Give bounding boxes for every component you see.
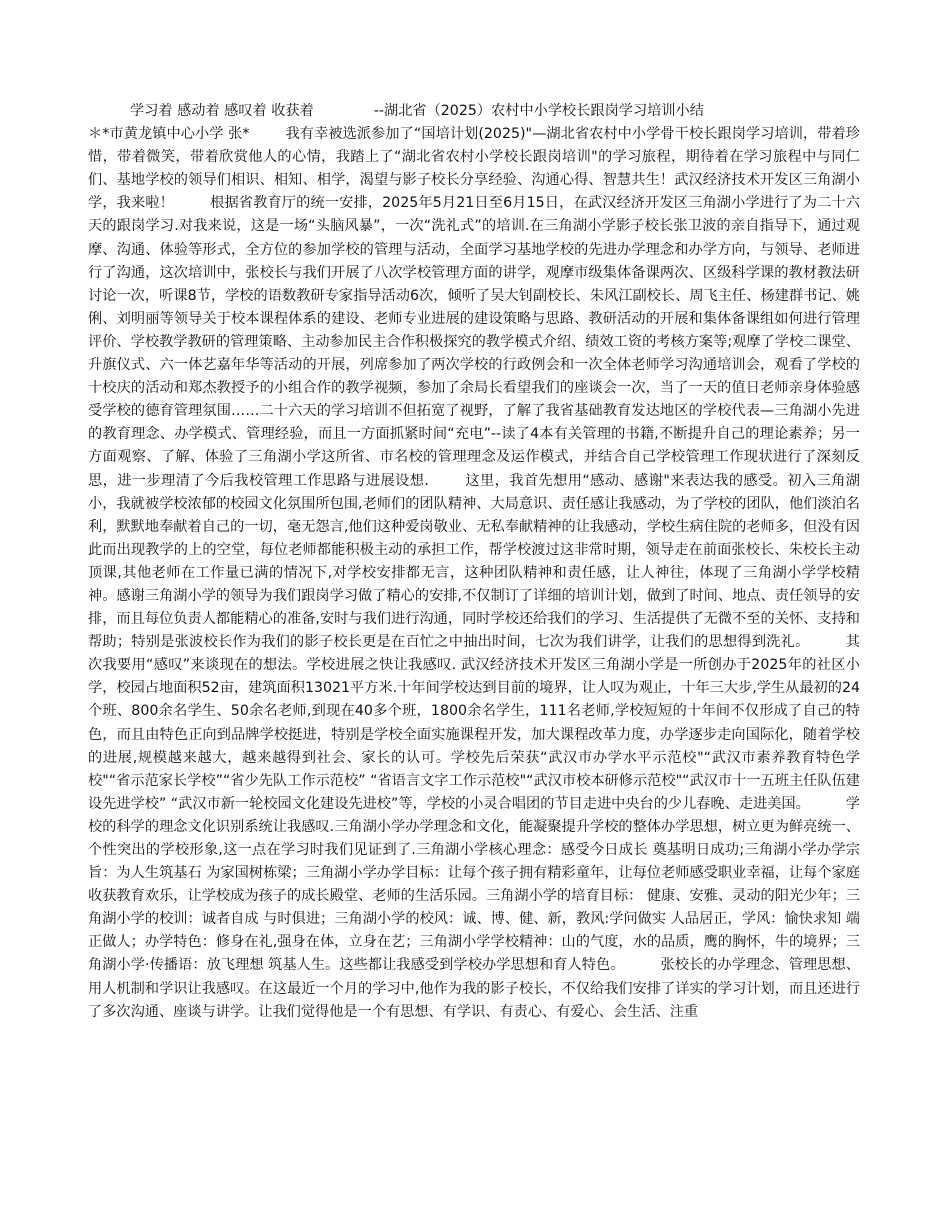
paragraph-1: 我有幸被选派参加了“国培计划(2025)"—湖北省农村中小学骨干校长跟岗学习培训，带着珍惜，带着微笑，带着欣赏他人的心情，我踏上了“湖北省农村小学校长跟岗培训"的学习旅程，期待着在学习旅程中与同仁们、基地学校的领导们相识、相知、相学，渴望与影子校长分享经验、沟通心得、智慧共生！武汉经济技术开发区三角湖小学，我来啦！ [88, 126, 860, 212]
document-title: 学习着 感动着 感叹着 收获着 [130, 103, 314, 119]
paragraph-3: 这里，我首先想用“感动、感谢"来表达我的感受。初入三角湖小，我就被学校浓郁的校园文化氛围所包围,老师们的团队精神、大局意识、责任感让我感动，为了学校的团队，他们淡泊名利，默默地奉献着自己的一切，毫无怨言,他们这种爱岗敬业、无私奉献精神的让我感动，学校生病住院的老师多，但没有因此而出现教学的上的空堂，每位老师都能积极主动的承担工作，帮学校渡过这非常时期，领导走在前面张校长、朱校长主动顶课,其他老师在工作量已满的情况下,对学校安排都无言，这种团队精神和责任感，让人神往，体现了三角湖小学学校精神。感谢三角湖小学的领导为我们跟岗学习做了精心的安排,不仅制订了详细的培训计划，做到了时间、地点、责任领导的安排，而且每位负责人都能精心的准备,安时与我们进行沟通，同时学校还给我们的学习、生活提供了无微不至的关怀、支持和帮助；特别是张波校长作为我们的影子校长更是在百忙之中抽出时间，七次为我们讲学，让我们的思想得到洗礼。 [88, 472, 860, 651]
document-body [88, 100, 860, 1024]
document-author: ＊*市黄龙镇中心小学 张* [88, 126, 250, 143]
paragraph-6: 张校长的办学理念、管理思想、用人机制和学识让我感叹。在这最近一个月的学习中,他作为我的影子校长，不仅给我们安排了详实的学习计划，而且还进行了多次沟通、座谈与讲学。让我们觉得他是一个有思想、有学识、有责心、有爱心、会生活、注重 [88, 957, 860, 1020]
paragraph-2: 根据省教育厅的统一安排，2025年5月21日至6月15日，在武汉经济开发区三角湖小学进行了为二十六天的跟岗学习.对我来说，这是一场“头脑风暴”，一次“洗礼式”的培训.在三角湖小学影子校长张卫波的亲自指导下，通过观摩、沟通、体验等形式，全方位的参加学校的管理与活动，全面学习基地学校的先进办学理念和办学方向，与领导、老师进行了沟通，这次培训中，张校长与我们开展了八次学校管理方面的讲学，观摩市级集体备课两次、区级科学课的教材教法研讨论一次，听课8节，学校的语数教研专家指导活动6次，倾听了吴大钊副校长、朱风江副校长、周飞主任、杨建群书记、姚俐、刘明丽等领导关于校本课程体系的建设、老师专业进展的建设策略与思路、教研活动的开展和集体备课组如何进行管理评价、学校教学教研的管理策略、主动参加民主合作积极探究的教学模式介绍、绩效工资的考核方案等;观摩了学校二课堂、升旗仪式、六一体艺嘉年华等活动的开展，列席参加了两次学校的行政例会和一次全体老师学习沟通培训会，观看了学校的十校庆的活动和郑杰教授予的小组合作的教学视频，参加了余局长看望我们的座谈会一次，当了一天的值日老师亲身体验感受学校的德育管理氛围……二十六天的学习培训不但拓宽了视野，了解了我省基础教育发达地区的学校代表—三角湖小先进的教育理念、办学模式、管理经验，而且一方面抓紧时间“充电”--读了4本有关管理的书籍,不断提升自己的理论素养；另一方面观察、了解、体验了三角湖小学这所省、市名校的管理理念及运作模式，并结合自己学校管理工作现状进行了深刻反思，进一步理清了今后我校管理工作思路与进展设想. [88, 195, 860, 489]
paragraph-4: 其次我要用“感叹”来谈现在的想法。学校进展之快让我感叹. 武汉经济技术开发区三角湖小学是一所创办于2025年的社区小学，校园占地面积52亩，建筑面积13021平方米.十年间学校达到目前的境界，让人叹为观止，十年三大步,学生从最初的24个班、800余名学生、50余名老师,到现在40多个班，1800余名学生，111名老师,学校短短的十年间不仅形成了自己的特色，而且由特色正向到品牌学校挺进，特别是学校全面实施课程开发，加大课程改革力度，办学逐步走向国际化，随着学校的进展,规模越来越大，越来越得到社会、家长的认可。学校先后荣获“武汉市办学水平示范校"“武汉市素养教育特色学校"“省示范家长学校”“省少先队工作示范校” “省语言文字工作示范校"“武汉市校本研修示范校"“武汉市十一五班主任队伍建设先进学校” “武汉市新一轮校园文化建设先进校”等，学校的小灵合唱团的节目走进中央台的少儿春晚、走进美国。 [88, 634, 860, 812]
document-subtitle: --湖北省（2025）农村中小学校长跟岗学习培训小结 [373, 103, 704, 119]
paragraph-5: 学校的科学的理念文化识别系统让我感叹.三角湖小学办学理念和文化，能凝聚提升学校的整体办学思想，树立更为鲜亮统一、个性突出的学校形象,这一点在学习时我们见证到了.三角湖小学核心理念：感受今日成长 奠基明日成功;三角湖小学办学宗旨：为人生筑基石 为家国树栋梁；三角湖小学办学目标：让每个孩子拥有精彩童年，让每位老师感受职业幸福，让每个家庭收获教育欢乐，让学校成为孩子的成长殿堂、老师的生活乐园。三角湖小学的培育目标： 健康、安雅、灵动的阳光少年；三角湖小学的校训：诚者自成 与时俱进；三角湖小学的校风：诚、博、健、新，教风:学问做实 人品居正，学风：愉快求知 端正做人；办学特色：修身在礼,强身在体，立身在艺；三角湖小学学校精神：山的气度，水的品质，鹰的胸怀，牛的境界；三角湖小学·传播语：放飞理想 筑基人生。这些都让我感受到学校办学思想和育人特色。 [88, 795, 860, 974]
